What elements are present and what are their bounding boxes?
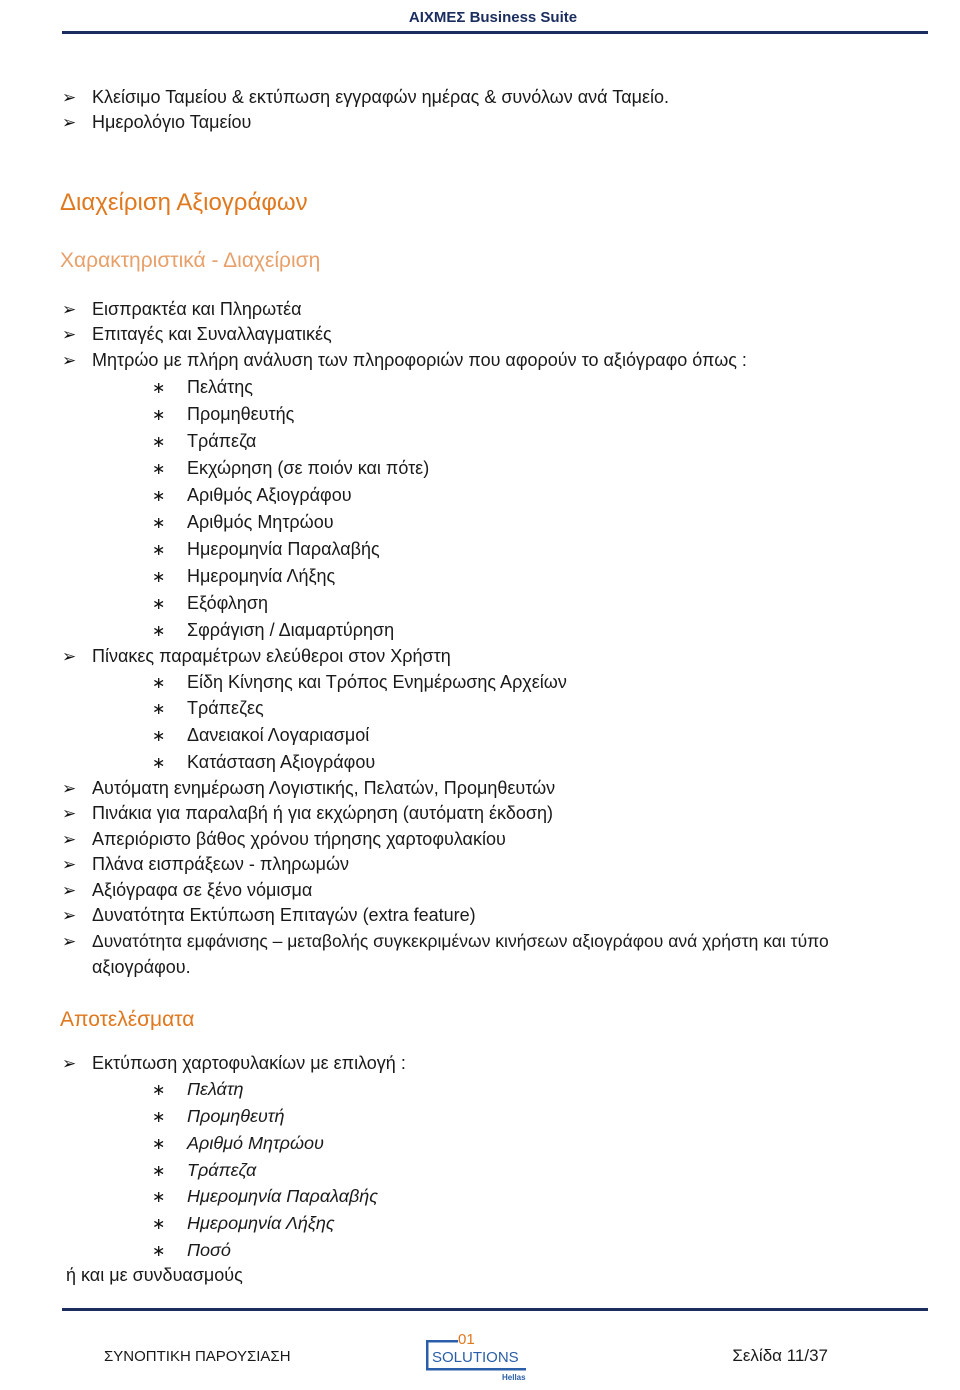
asterisk-bullet-icon: ∗ [152,1082,166,1099]
arrow-bullet-icon: ➢ [62,779,77,798]
arrow-bullet-icon: ➢ [62,830,77,849]
sub-list-item: ∗ Προμηθευτή [152,1105,285,1129]
asterisk-bullet-icon: ∗ [152,461,166,478]
sub-list-item: ∗ Σφράγιση / Διαμαρτύρηση [152,619,394,643]
asterisk-bullet-icon: ∗ [152,1243,166,1260]
arrow-bullet-icon: ➢ [62,88,77,107]
arrow-bullet-icon: ➢ [62,1054,77,1073]
sub-list-item: ∗ Κατάσταση Αξιογράφου [152,751,375,775]
arrow-bullet-icon: ➢ [62,804,77,823]
asterisk-bullet-icon: ∗ [152,1189,166,1206]
asterisk-bullet-icon: ∗ [152,701,166,718]
list-item-continuation: αξιογράφου. [92,957,191,977]
asterisk-bullet-icon: ∗ [152,728,166,745]
svg-text:SOLUTIONS: SOLUTIONS [432,1349,519,1366]
asterisk-bullet-icon: ∗ [152,1109,166,1126]
arrow-bullet-icon: ➢ [62,881,77,900]
list-item: ➢ Κλείσιμο Ταμείου & εκτύπωση εγγραφών ημέρας & συνόλων ανά Ταμείο. [62,87,670,107]
subsection-title: Χαρακτηριστικά - Διαχείριση [60,249,321,272]
asterisk-bullet-icon: ∗ [152,1216,166,1233]
footer-rule [62,1308,928,1311]
sub-list-item: ∗ Ημερομηνία Παραλαβής [152,1185,378,1209]
asterisk-bullet-icon: ∗ [152,515,166,532]
list-item: ➢ Επιταγές και Συναλλαγματικές [62,324,332,344]
sub-list-item: ∗ Τράπεζα [152,430,256,454]
sub-list-item: ∗ Ποσό [152,1239,231,1263]
document-header-title: ΑΙΧΜΕΣ Business Suite [408,9,578,26]
sub-list-item: ∗ Αριθμός Μητρώου [152,511,334,535]
list-item: ➢ Απεριόριστο βάθος χρόνου τήρησης χαρτοφυλακίου [62,829,506,849]
asterisk-bullet-icon: ∗ [152,596,166,613]
results-title: Αποτελέσματα [60,1008,195,1031]
arrow-bullet-icon: ➢ [62,325,77,344]
sub-list-item: ∗ Πελάτη [152,1078,244,1102]
arrow-bullet-icon: ➢ [62,300,77,319]
list-item: ➢ Πλάνα εισπράξεων - πληρωμών [62,854,350,874]
asterisk-bullet-icon: ∗ [152,1136,166,1153]
sub-list-item: ∗ Δανειακοί Λογαριασμοί [152,724,369,748]
list-item: ➢ Δυνατότητα εμφάνισης – μεταβολής συγκεκριμένων κινήσεων αξιογράφου ανά χρήστη και τύπο [62,931,829,951]
asterisk-bullet-icon: ∗ [152,755,166,772]
sub-list-item: ∗ Ημερομηνία Λήξης [152,1212,335,1236]
asterisk-bullet-icon: ∗ [152,542,166,559]
list-item: ➢ Δυνατότητα Εκτύπωση Επιταγών (extra feature) [62,905,476,925]
svg-text:Hellas: Hellas [502,1373,526,1382]
sub-list-item: ∗ Αριθμός Αξιογράφου [152,484,352,508]
arrow-bullet-icon: ➢ [62,855,77,874]
section-title: Διαχείριση Αξιογράφων [60,189,308,216]
list-item: ➢ Εκτύπωση χαρτοφυλακίων με επιλογή : [62,1053,406,1073]
asterisk-bullet-icon: ∗ [152,380,166,397]
arrow-bullet-icon: ➢ [62,647,77,666]
sub-list-item: ∗ Αριθμό Μητρώου [152,1132,324,1156]
sub-list-item: ∗ Εκχώρηση (σε ποιόν και πότε) [152,457,429,481]
asterisk-bullet-icon: ∗ [152,488,166,505]
sub-list-item: ∗ Πελάτης [152,376,253,400]
asterisk-bullet-icon: ∗ [152,407,166,424]
arrow-bullet-icon: ➢ [62,906,77,925]
list-item: ➢ Πινάκια για παραλαβή ή για εκχώρηση (αυτόματη έκδοση) [62,803,553,823]
arrow-bullet-icon: ➢ [62,113,77,132]
asterisk-bullet-icon: ∗ [152,434,166,451]
list-item: ➢ Ημερολόγιο Ταμείου [62,112,252,132]
sub-list-item: ∗ Ημερομηνία Παραλαβής [152,538,380,562]
combinations-note: ή και με συνδυασμούς [66,1265,243,1285]
list-item: ➢ Μητρώο με πλήρη ανάλυση των πληροφοριών που αφορούν το αξιόγραφο όπως : [62,350,747,370]
arrow-bullet-icon: ➢ [62,932,77,951]
svg-text:01: 01 [458,1331,475,1348]
asterisk-bullet-icon: ∗ [152,675,166,692]
sub-list-item: ∗ Τράπεζα [152,1159,256,1183]
sub-list-item: ∗ Εξόφληση [152,592,268,616]
page-number: Σελίδα 11/37 [732,1346,828,1365]
footer-label: ΣΥΝΟΠΤΙΚΗ ΠΑΡΟΥΣΙΑΣΗ [104,1348,291,1365]
asterisk-bullet-icon: ∗ [152,1163,166,1180]
sub-list-item: ∗ Τράπεζες [152,697,264,721]
list-item: ➢ Πίνακες παραμέτρων ελεύθεροι στον Χρήστη [62,646,451,666]
asterisk-bullet-icon: ∗ [152,569,166,586]
list-item: ➢ Αυτόματη ενημέρωση Λογιστικής, Πελατών, Προμηθευτών [62,778,556,798]
list-item: ➢ Αξιόγραφα σε ξένο νόμισμα [62,880,313,900]
arrow-bullet-icon: ➢ [62,351,77,370]
asterisk-bullet-icon: ∗ [152,623,166,640]
sub-list-item: ∗ Προμηθευτής [152,403,294,427]
sub-list-item: ∗ Ημερομηνία Λήξης [152,565,335,589]
header-rule [62,31,928,34]
list-item: ➢ Εισπρακτέα και Πληρωτέα [62,299,302,319]
sub-list-item: ∗ Είδη Κίνησης και Τρόπος Ενημέρωσης Αρχείων [152,671,567,695]
company-logo [424,1330,534,1382]
